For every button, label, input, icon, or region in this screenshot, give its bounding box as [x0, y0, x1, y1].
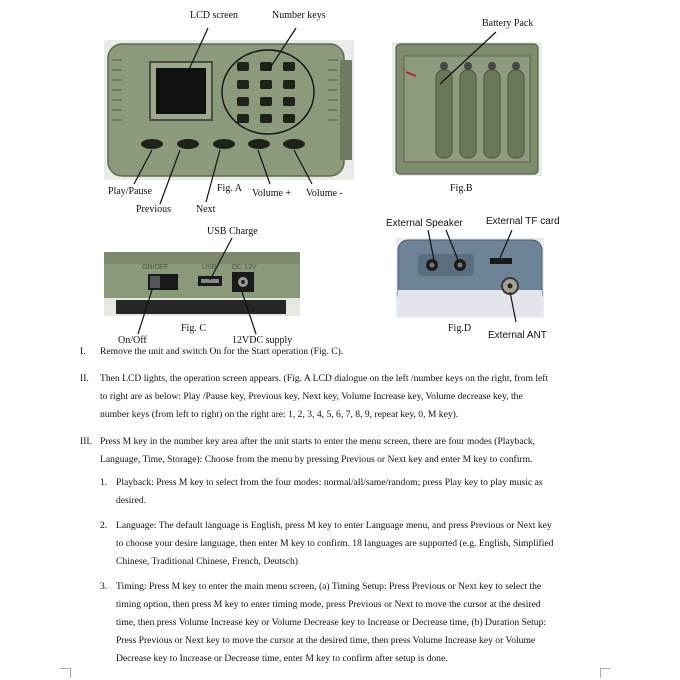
- instruction-number: III.: [80, 436, 92, 447]
- label-play-pause: Play/Pause: [108, 186, 152, 197]
- fig-a-caption: Fig. A: [217, 183, 243, 194]
- label-12vdc-supply: 12VDC supply: [232, 335, 293, 346]
- label-external-ant: External ANT: [488, 330, 547, 341]
- instruction-line: Language, Time, Storage): Choose from the menu by pressing Previous or Next key and enter M key to confirm.: [100, 454, 533, 465]
- instruction-text: Remove the unit and switch On for the Start operation (Fig. C).: [100, 346, 344, 357]
- label-usb-charge: USB Charge: [207, 226, 258, 237]
- sub-item-line: Language: The default language is English, press M key to enter Language menu, and press Previous or Next key: [116, 520, 552, 531]
- fig-d-caption: Fig.D: [448, 323, 472, 334]
- crop-mark: [600, 668, 610, 679]
- sub-item-line: desired.: [116, 495, 147, 506]
- crop-mark: [60, 668, 70, 679]
- label-lcd-screen: LCD screen: [190, 10, 239, 21]
- instruction-item: [80, 343, 600, 361]
- fig-b-caption: Fig.B: [450, 183, 473, 194]
- instruction-line: Then LCD lights, the operation screen appears. (Fig. A LCD dialogue on the left /number keys on the right, from left: [100, 373, 549, 384]
- fig-c-caption: Fig. C: [181, 323, 207, 334]
- sub-item-line: to choose your desire language, then enter M key to confirm. 18 languages are supported (e.g. English, Simplified: [116, 538, 554, 549]
- sub-item-line: Decrease key to Increase or Decrease time, enter M key to confirm after setup is done.: [116, 653, 448, 664]
- panel-text-dc: DC 12V: [232, 264, 257, 271]
- label-external-tf-card: External TF card: [486, 216, 560, 227]
- instruction-number: II.: [80, 373, 89, 384]
- instruction-line: number keys (from left to right) on the right are: 1, 2, 3, 4, 5, 6, 7, 8, 9, repeat key, 0, M key).: [100, 409, 459, 420]
- label-previous: Previous: [136, 204, 171, 215]
- label-battery-pack: Battery Pack: [482, 18, 534, 29]
- sub-item-line: Press Previous or Next key to move the cursor at the desired time, then press Volume Increase key or Volume: [116, 635, 536, 646]
- instruction-number: I.: [80, 346, 86, 357]
- instruction-line: Press M key in the number key area after the unit starts to enter the menu screen, there are four modes (Playback,: [100, 436, 536, 447]
- label-external-speaker: External Speaker: [386, 218, 463, 229]
- label-volume-down: Volume -: [306, 188, 343, 199]
- sub-item-number: 3.: [100, 581, 108, 592]
- panel-text-onoff: ON/OFF: [142, 264, 169, 271]
- sub-item-line: Chinese, Traditional Chinese, French, Deutsch): [116, 556, 298, 567]
- sub-item-line: Timing: Press M key to enter the main menu screen, (a) Timing Setup: Press Previous or Next key to select the: [116, 581, 542, 592]
- label-number-keys: Number keys: [272, 10, 326, 21]
- sub-item-line: time, then press Volume Increase key or Volume Decrease key to Increase or Decrease time, (b) Duration Setup:: [116, 617, 547, 628]
- sub-item-number: 2.: [100, 520, 108, 531]
- instruction-line: to right are as below: Play /Pause key, Previous key, Next key, Volume Increase key, Volume decrease key, the: [100, 391, 523, 402]
- label-next: Next: [196, 204, 216, 215]
- panel-text-usb: USB: [202, 264, 217, 271]
- instruction-list: [80, 343, 600, 361]
- sub-item-line: Playback: Press M key to select from the four modes: normal/all/same/random; press Play key to play music as: [116, 477, 543, 488]
- label-on-off: On/Off: [118, 335, 147, 346]
- label-volume-up: Volume +: [252, 188, 292, 199]
- sub-item-line: timing option, then press M key to enter timing mode, press Previous or Next to move the cursor at the desired: [116, 599, 541, 610]
- sub-item-number: 1.: [100, 477, 108, 488]
- crop-mark: [70, 668, 81, 678]
